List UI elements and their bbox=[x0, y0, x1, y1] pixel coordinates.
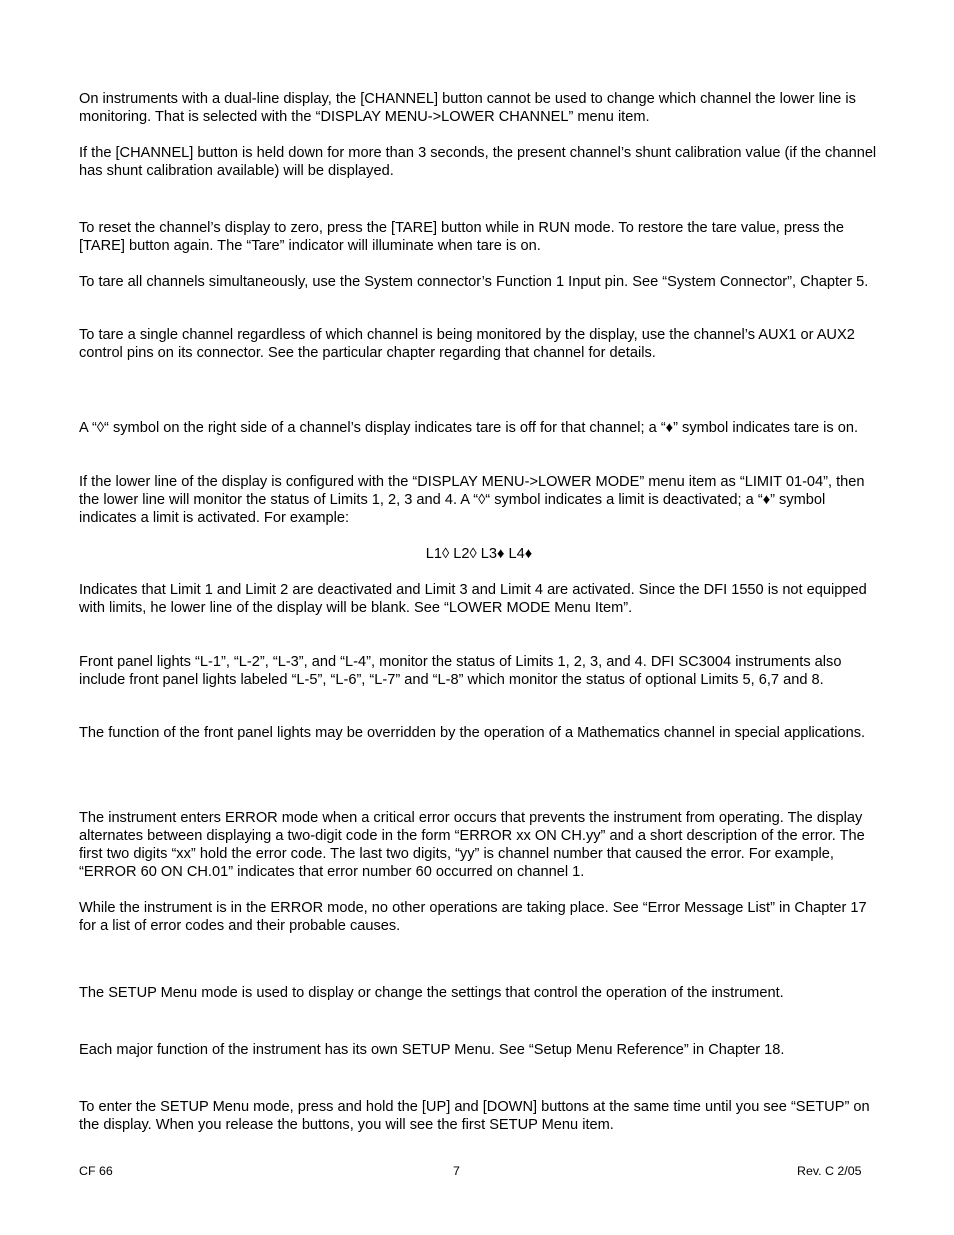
paragraph-limit-status: If the lower line of the display is configured with the “DISPLAY MENU->LOWER MODE” menu item as “LIMIT 01-04”, then the lower line will monitor the status of Limits 1, 2, 3 and 4. A “◊“ symbol indicates a limit is deactivated; a “♦” symbol indicates a limit is activated. For example: bbox=[79, 474, 865, 526]
paragraph-tare-all-channels: To tare all channels simultaneously, use the System connector’s Function 1 Input pin. See “System Connector”, Chapter 5. bbox=[79, 274, 869, 290]
paragraph-setup-menu-functions: Each major function of the instrument has its own SETUP Menu. See “Setup Menu Reference” in Chapter 18. bbox=[79, 1042, 785, 1058]
paragraph-shunt-calibration: If the [CHANNEL] button is held down for more than 3 seconds, the present channel’s shunt calibration value (if the channel has shunt calibration available) will be displayed. bbox=[79, 145, 877, 179]
paragraph-front-panel-lights: Front panel lights “L-1”, “L-2”, “L-3”, and “L-4”, monitor the status of Limits 1, 2, 3, and 4. DFI SC3004 instruments also include front panel lights labeled “L-5”, “L-6”, “L-7” and “L-8” which monitor the status of optional Limits 5, 6,7 and 8. bbox=[79, 654, 842, 688]
footer-document-id: CF 66 bbox=[79, 1164, 113, 1178]
footer-page-number: 7 bbox=[453, 1164, 460, 1178]
paragraph-error-mode: The instrument enters ERROR mode when a critical error occurs that prevents the instrument from operating. The display alternates between displaying a two-digit code in the form “ERROR xx ON CH.yy” and a short description of the error. The first two digits “xx” hold the error code. The last two digits, “yy” is channel number that caused the error. For example, “ERROR 60 ON CH.01” indicates that error number 60 occurred on channel 1. bbox=[79, 810, 865, 880]
limit-example-line: L1◊ L2◊ L3♦ L4♦ bbox=[425, 546, 533, 562]
paragraph-tare-symbol: A “◊“ symbol on the right side of a channel’s display indicates tare is off for that channel; a “♦” symbol indicates tare is on. bbox=[79, 420, 859, 436]
paragraph-enter-setup: To enter the SETUP Menu mode, press and hold the [UP] and [DOWN] buttons at the same time until you see “SETUP” on the display. When you release the buttons, you will see the first SETUP Menu item. bbox=[79, 1099, 870, 1133]
paragraph-tare-single-channel: To tare a single channel regardless of which channel is being monitored by the display, use the channel’s AUX1 or AUX2 control pins on its connector. See the particular chapter regarding that channel for details. bbox=[79, 327, 855, 361]
paragraph-limit-explanation: Indicates that Limit 1 and Limit 2 are deactivated and Limit 3 and Limit 4 are activated. Since the DFI 1550 is not equipped with limits, he lower line of the display will be blank. See “LOWER MODE Menu Item”. bbox=[79, 582, 867, 616]
paragraph-dual-line-display: On instruments with a dual-line display, the [CHANNEL] button cannot be used to change which channel the lower line is monitoring. That is selected with the “DISPLAY MENU->LOWER CHANNEL” menu item. bbox=[79, 91, 856, 125]
paragraph-lights-override: The function of the front panel lights may be overridden by the operation of a Mathematics channel in special applications. bbox=[79, 725, 866, 741]
paragraph-tare-reset: To reset the channel’s display to zero, press the [TARE] button while in RUN mode. To restore the tare value, press the [TARE] button again. The “Tare” indicator will illuminate when tare is on. bbox=[79, 220, 844, 254]
paragraph-setup-menu-mode: The SETUP Menu mode is used to display or change the settings that control the operation of the instrument. bbox=[79, 985, 784, 1001]
paragraph-error-operations: While the instrument is in the ERROR mode, no other operations are taking place. See “Error Message List” in Chapter 17 for a list of error codes and their probable causes. bbox=[79, 900, 867, 934]
footer-revision: Rev. C 2/05 bbox=[797, 1164, 862, 1178]
